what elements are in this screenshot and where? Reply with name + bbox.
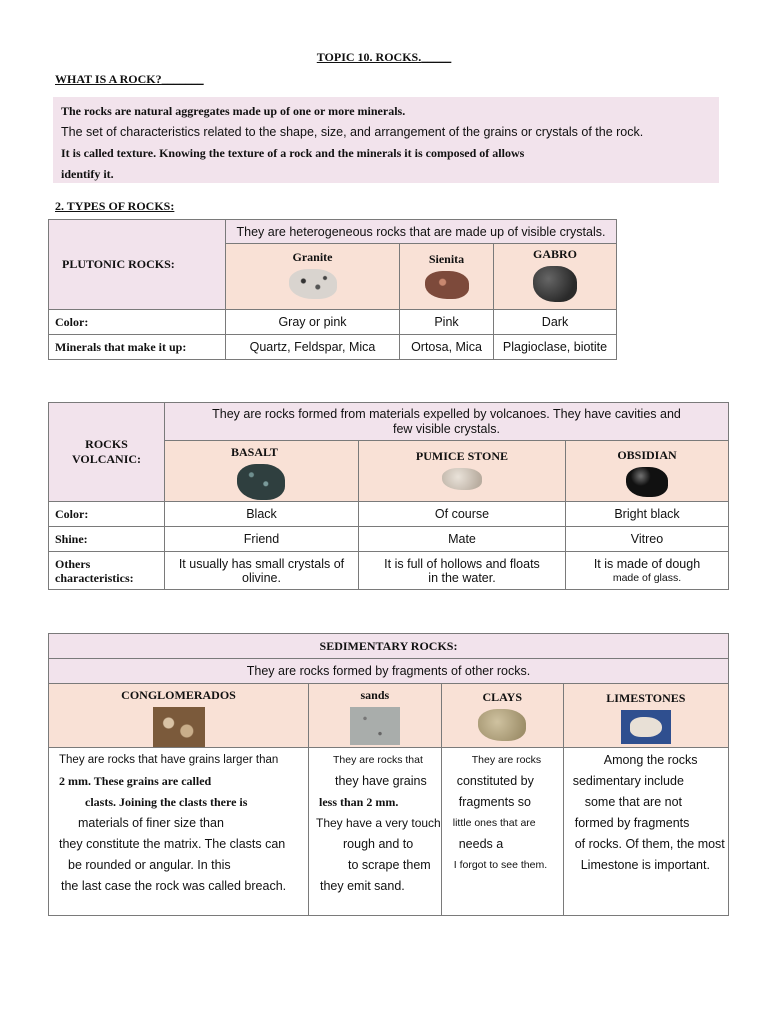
conglomerados-line-5: they constitute the matrix. The clasts can bbox=[59, 837, 286, 851]
limestone-rock-image bbox=[621, 710, 671, 744]
basalt-shine: Friend bbox=[165, 527, 359, 552]
volcanic-color-label: Color: bbox=[49, 502, 165, 527]
sands-line-5: rough and to bbox=[343, 837, 414, 851]
conglomerados-line-7: the last case the rock was called breach. bbox=[61, 879, 287, 893]
conglomerados-description bbox=[49, 748, 309, 916]
clays-line-4: little ones that are bbox=[452, 817, 536, 829]
intro-line-3: It is called texture. Knowing the texture of a rock and the minerals it is composed of allows bbox=[61, 146, 525, 160]
sands-line-1: They are rocks that bbox=[333, 754, 423, 766]
rock-cell-sienita bbox=[400, 244, 494, 310]
conglomerate-rock-image bbox=[153, 707, 205, 747]
pumice-others bbox=[359, 552, 566, 590]
sienita-minerals: Ortosa, Mica bbox=[400, 335, 494, 360]
basalt-others bbox=[165, 552, 359, 590]
volcanic-others-label-line-2: characteristics: bbox=[55, 570, 134, 585]
conglomerados-line-3: clasts. Joining the clasts there is bbox=[85, 795, 248, 809]
volcanic-description-line-1: They are rocks formed from materials expelled by volcanoes. They have cavities and bbox=[212, 406, 681, 421]
volcanic-description-line-2: few visible crystals. bbox=[393, 421, 500, 436]
obsidian-color: Bright black bbox=[566, 502, 729, 527]
limestone-rock-shape bbox=[630, 717, 662, 737]
conglomerados-line-1: They are rocks that have grains larger than bbox=[59, 754, 279, 766]
plutonic-description: They are heterogeneous rocks that are made up of visible crystals. bbox=[226, 220, 617, 244]
gabro-rock-image bbox=[533, 266, 577, 302]
volcanic-others-label-line-1: Others bbox=[55, 556, 91, 571]
conglomerados-line-6: be rounded or angular. In this bbox=[68, 858, 231, 872]
conglomerados-line-4: materials of finer size than bbox=[78, 816, 224, 830]
sands-description bbox=[309, 748, 442, 916]
pumice-rock-image bbox=[442, 468, 482, 490]
sands-line-7: they emit sand. bbox=[320, 879, 405, 893]
rock-name-basalt: BASALT bbox=[231, 445, 278, 459]
conglomerados-lines bbox=[49, 750, 308, 897]
limestones-line-2: sedimentary include bbox=[572, 774, 684, 788]
rock-cell-gabro bbox=[494, 244, 617, 310]
plutonic-table bbox=[48, 219, 617, 360]
obsidian-others-line-1: It is made of dough bbox=[593, 556, 701, 571]
plutonic-minerals-label: Minerals that make it up: bbox=[49, 335, 226, 360]
sand-rock-image bbox=[350, 707, 400, 745]
rock-cell-pumice bbox=[359, 441, 566, 502]
sedimentary-table bbox=[48, 633, 729, 916]
volcanic-label bbox=[49, 403, 165, 502]
sands-line-2: they have grains bbox=[335, 774, 427, 788]
section-heading-trail: _______ bbox=[161, 72, 204, 86]
section-heading-text: WHAT IS A ROCK? bbox=[55, 72, 162, 86]
clays-description bbox=[441, 748, 563, 916]
plutonic-color-label: Color: bbox=[49, 310, 226, 335]
rock-name-sands: sands bbox=[360, 688, 390, 702]
limestones-line-1: Among the rocks bbox=[603, 753, 698, 767]
obsidian-shine: Vitreo bbox=[566, 527, 729, 552]
rock-cell-granite bbox=[226, 244, 400, 310]
obsidian-others bbox=[566, 552, 729, 590]
basalt-color: Black bbox=[165, 502, 359, 527]
rock-cell-sands bbox=[309, 684, 442, 748]
rock-name-clays: CLAYS bbox=[482, 690, 523, 704]
sedimentary-label: SEDIMENTARY ROCKS: bbox=[49, 634, 729, 659]
gabro-color: Dark bbox=[494, 310, 617, 335]
sienita-color: Pink bbox=[400, 310, 494, 335]
pumice-others-line-1: It is full of hollows and floats bbox=[384, 556, 540, 571]
intro-line-4: identify it. bbox=[61, 167, 114, 181]
rock-cell-limestones bbox=[563, 684, 728, 748]
intro-line-1: The rocks are natural aggregates made up of one or more minerals. bbox=[61, 104, 406, 118]
rock-name-pumice: PUMICE STONE bbox=[415, 449, 509, 463]
clays-lines bbox=[442, 750, 563, 876]
volcanic-table bbox=[48, 402, 729, 590]
limestones-lines bbox=[564, 750, 728, 876]
obsidian-others-line-2: made of glass. bbox=[612, 571, 682, 584]
clays-line-3: fragments so bbox=[458, 795, 531, 809]
rock-cell-obsidian bbox=[566, 441, 729, 502]
limestones-line-5: of rocks. Of them, the most bbox=[574, 837, 725, 851]
section-heading-types: 2. TYPES OF ROCKS: bbox=[55, 199, 175, 213]
obsidian-rock-image bbox=[626, 467, 668, 497]
volcanic-label-line-2: VOLCANIC: bbox=[71, 452, 142, 466]
granite-color: Gray or pink bbox=[226, 310, 400, 335]
rock-name-limestones: LIMESTONES bbox=[606, 691, 686, 705]
rock-cell-basalt bbox=[165, 441, 359, 502]
volcanic-label-line-1: ROCKS bbox=[85, 437, 128, 451]
basalt-others-line-1: It usually has small crystals of bbox=[178, 556, 345, 571]
rock-name-sienita: Sienita bbox=[428, 252, 465, 266]
rock-name-gabro: GABRO bbox=[532, 247, 577, 261]
section-heading-what-is-rock bbox=[55, 72, 204, 87]
clay-rock-image bbox=[478, 709, 526, 741]
clays-line-1: They are rocks bbox=[471, 754, 542, 766]
basalt-rock-image bbox=[237, 464, 285, 500]
sienita-rock-image bbox=[425, 271, 469, 299]
limestones-line-6: Limestone is important. bbox=[580, 858, 710, 872]
intro-box bbox=[53, 97, 719, 183]
rock-cell-conglomerados bbox=[49, 684, 309, 748]
gabro-minerals: Plagioclase, biotite bbox=[494, 335, 617, 360]
clays-line-5: needs a bbox=[458, 837, 504, 851]
pumice-others-line-2: in the water. bbox=[428, 570, 496, 585]
sands-line-6: to scrape them bbox=[348, 858, 431, 872]
page-title-trail: _____ bbox=[421, 50, 452, 64]
pumice-shine: Mate bbox=[359, 527, 566, 552]
limestones-description bbox=[563, 748, 728, 916]
granite-minerals: Quartz, Feldspar, Mica bbox=[226, 335, 400, 360]
clays-line-6: I forgot to see them. bbox=[453, 859, 548, 871]
page-title bbox=[0, 50, 768, 65]
limestones-line-4: formed by fragments bbox=[574, 816, 690, 830]
volcanic-others-label bbox=[49, 552, 165, 590]
conglomerados-line-2: 2 mm. These grains are called bbox=[59, 774, 212, 788]
clays-line-2: constituted by bbox=[456, 774, 534, 788]
granite-rock-image bbox=[289, 269, 337, 299]
sands-lines bbox=[309, 750, 441, 897]
limestones-line-3: some that are not bbox=[584, 795, 683, 809]
rock-name-granite: Granite bbox=[292, 250, 333, 264]
plutonic-label: PLUTONIC ROCKS: bbox=[49, 220, 226, 310]
volcanic-shine-label: Shine: bbox=[49, 527, 165, 552]
pumice-color: Of course bbox=[359, 502, 566, 527]
rock-name-conglomerados: CONGLOMERADOS bbox=[121, 688, 236, 702]
sands-line-3: less than 2 mm. bbox=[319, 795, 399, 809]
rock-name-obsidian: OBSIDIAN bbox=[617, 448, 677, 462]
volcanic-description bbox=[165, 403, 729, 441]
basalt-others-line-2: olivine. bbox=[242, 570, 281, 585]
intro-line-2: The set of characteristics related to the shape, size, and arrangement of the grains or crystals of the rock. bbox=[61, 125, 644, 139]
page-title-text: TOPIC 10. ROCKS. bbox=[316, 50, 422, 64]
rock-cell-clays bbox=[441, 684, 563, 748]
sedimentary-description: They are rocks formed by fragments of other rocks. bbox=[49, 659, 729, 684]
sands-line-4: They have a very touch bbox=[316, 816, 441, 830]
